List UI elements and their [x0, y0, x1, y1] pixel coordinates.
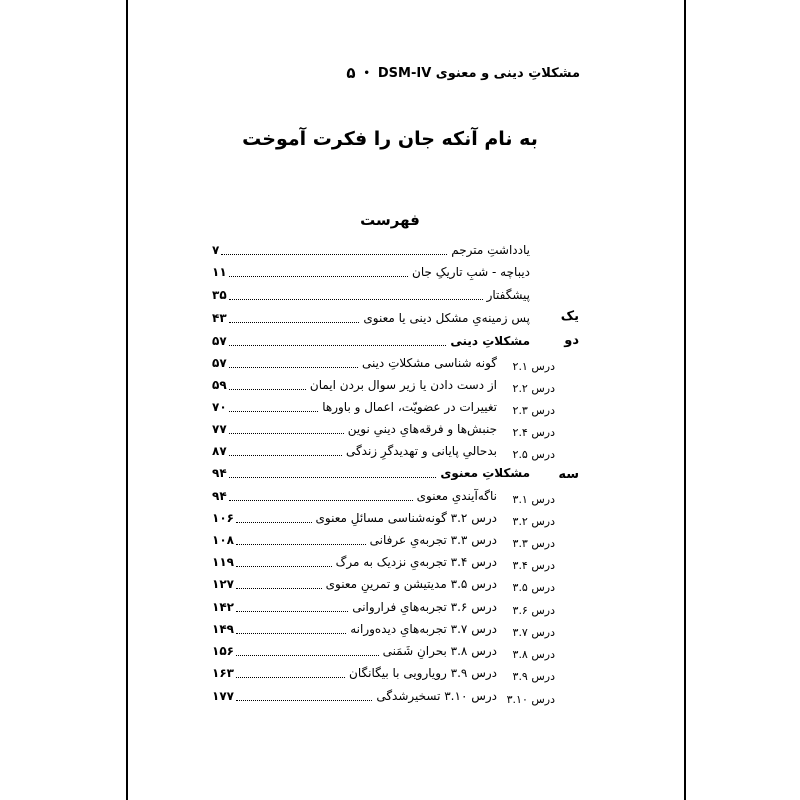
dot-leader: [229, 488, 413, 501]
lesson-code: درس ۳.۸: [512, 648, 555, 661]
dot-leader: [229, 443, 342, 456]
dot-leader: [236, 643, 379, 656]
dot-leader: [236, 665, 345, 678]
lesson-code: درس ۳.۳: [512, 537, 555, 550]
dot-leader: [229, 465, 437, 478]
lesson-code: درس ۲.۳: [512, 404, 555, 417]
toc-entry-page: ۹۴: [212, 466, 227, 480]
toc-entry: [212, 663, 497, 683]
toc-entry-page: ۷۷: [212, 422, 227, 436]
toc-entry: [212, 441, 497, 461]
toc-entry: [212, 285, 530, 305]
lesson-code: درس ۲.۴: [512, 426, 555, 439]
header-title: مشکلاتِ دینی و معنوی DSM-IV: [377, 65, 580, 81]
toc-entry-title: درس ۳.۱۰ تسخیرشدگی: [376, 689, 497, 703]
toc-entry-page: ۱۶۳: [212, 666, 234, 680]
lesson-code: درس ۳.۵: [512, 581, 555, 594]
toc-entry-page: ۵۹: [212, 378, 227, 392]
lesson-code: درس ۳.۶: [512, 604, 555, 617]
toc-title: فهرست: [360, 211, 420, 229]
toc-entry-page: ۵۷: [212, 334, 227, 348]
chapter-label: دو: [564, 333, 579, 348]
toc-entry-title: درس ۳.۹ رویارویی با بیگانگان: [349, 666, 497, 680]
toc-entry: [212, 486, 497, 506]
lesson-code: درس ۲.۵: [512, 448, 555, 461]
toc-entry-page: ۴۳: [212, 311, 227, 325]
toc-entry-title: درس ۳.۶ تجربه‌هایِ فراروانی: [352, 600, 497, 614]
toc-entry-title: دیباچه - شبِ تاریکِ جان: [412, 265, 530, 279]
toc-entry: [212, 463, 530, 483]
toc-entry-page: ۳۵: [212, 288, 227, 302]
dot-leader: [236, 510, 312, 523]
toc-entry: [212, 641, 497, 661]
toc-entry-page: ۱۴۲: [212, 600, 234, 614]
toc-entry-title: مشکلاتِ معنوی: [440, 466, 530, 480]
toc-entry-page: ۱۱: [212, 265, 227, 279]
lesson-code: درس ۳.۷: [512, 626, 555, 639]
toc-entry: [212, 574, 497, 594]
toc-entry: [212, 375, 497, 395]
toc-entry-title: ناگه‌آیندیِ معنوی: [416, 489, 497, 503]
dot-leader: [229, 355, 358, 368]
toc-entry-title: از دست دادن یا زیر سوال بردن ایمان: [309, 378, 497, 392]
toc-entry-page: ۱۰۶: [212, 511, 234, 525]
toc-entry-title: پس زمینه‌یِ مشکل دینی یا معنوی: [363, 311, 530, 325]
toc-entry-page: ۷۰: [212, 400, 227, 414]
toc-entry-title: درس ۳.۳ تجربه‌یِ عرفانی: [369, 533, 497, 547]
toc-entry: [212, 262, 530, 282]
dot-leader: [236, 688, 372, 701]
toc-entry: [212, 419, 497, 439]
toc-entry-title: گونه شناسی مشکلاتِ دینی: [361, 356, 497, 370]
toc-entry: [212, 619, 497, 639]
dot-leader: [236, 576, 322, 589]
toc-entry: [212, 308, 530, 328]
toc-entry-page: ۱۷۷: [212, 689, 234, 703]
toc-entry-title: درس ۳.۵ مدیتیشن و تمرینِ معنوی: [325, 577, 497, 591]
toc-entry: [212, 552, 497, 572]
lesson-code: درس ۳.۲: [512, 515, 555, 528]
toc-entry: [212, 530, 497, 550]
toc-entry-page: ۸۷: [212, 444, 227, 458]
dot-leader: [236, 554, 332, 567]
toc-entry-title: درس ۳.۲ گونه‌شناسی مسائلِ معنوی: [315, 511, 497, 525]
header-separator: •: [363, 67, 370, 79]
dot-leader: [236, 532, 366, 545]
dot-leader: [236, 621, 346, 634]
dot-leader: [229, 377, 306, 390]
toc-entry-page: ۱۴۹: [212, 622, 234, 636]
dedication-heading: به نام آنکه جان را فکرت آموخت: [242, 128, 538, 150]
toc-entry: [212, 331, 530, 351]
toc-entry-page: ۱۱۹: [212, 555, 234, 569]
chapter-label: یک: [560, 309, 579, 324]
dot-leader: [229, 310, 360, 323]
lesson-code: درس ۳.۱۰: [506, 693, 555, 706]
toc-entry-title: تغییرات در عضویّت، اعمال و باورها: [322, 400, 497, 414]
dot-leader: [229, 399, 319, 412]
lesson-code: درس ۳.۹: [512, 670, 555, 683]
toc-entry: [212, 597, 497, 617]
toc-entry-page: ۱۰۸: [212, 533, 234, 547]
toc-entry: [212, 353, 497, 373]
lesson-code: درس ۳.۱: [512, 493, 555, 506]
chapter-label: سه: [558, 467, 579, 482]
dot-leader: [236, 599, 348, 612]
toc-entry-title: درس ۳.۴ تجربه‌یِ نزدیک به مرگ: [335, 555, 497, 569]
toc-entry: [212, 508, 497, 528]
toc-entry-title: جنبش‌ها و فرقه‌هایِ دینیِ نوین: [347, 422, 497, 436]
toc-entry-title: درس ۳.۷ تجربه‌هایِ دیده‌ورانه: [350, 622, 497, 636]
lesson-code: درس ۲.۱: [512, 360, 555, 373]
dot-leader: [229, 264, 408, 277]
lesson-code: درس ۳.۴: [512, 559, 555, 572]
lesson-code: درس ۲.۲: [512, 382, 555, 395]
toc-entry: [212, 397, 497, 417]
running-header: [200, 62, 580, 84]
toc-entry-title: پیشگفتار: [486, 288, 530, 302]
dot-leader: [221, 242, 447, 255]
toc-entry-page: ۷: [212, 243, 220, 257]
dot-leader: [229, 333, 447, 346]
dot-leader: [229, 421, 344, 434]
toc-entry-title: بدحالیِ پایانی و تهدیدگرِ زندگی: [345, 444, 497, 458]
toc-entry-page: ۱۲۷: [212, 577, 234, 591]
toc-entry-title: درس ۳.۸ بحرانِ شَمَنی: [382, 644, 497, 658]
toc-entry: [212, 686, 497, 706]
dot-leader: [229, 287, 483, 300]
toc-entry-title: مشکلاتِ دینی: [450, 334, 530, 348]
toc-entry-page: ۹۴: [212, 489, 227, 503]
toc-entry-title: یادداشتِ مترجم: [451, 243, 530, 257]
header-page-number: ۵: [346, 64, 356, 82]
toc-entry-page: ۵۷: [212, 356, 227, 370]
toc-entry-page: ۱۵۶: [212, 644, 234, 658]
toc-entry: [212, 240, 530, 260]
